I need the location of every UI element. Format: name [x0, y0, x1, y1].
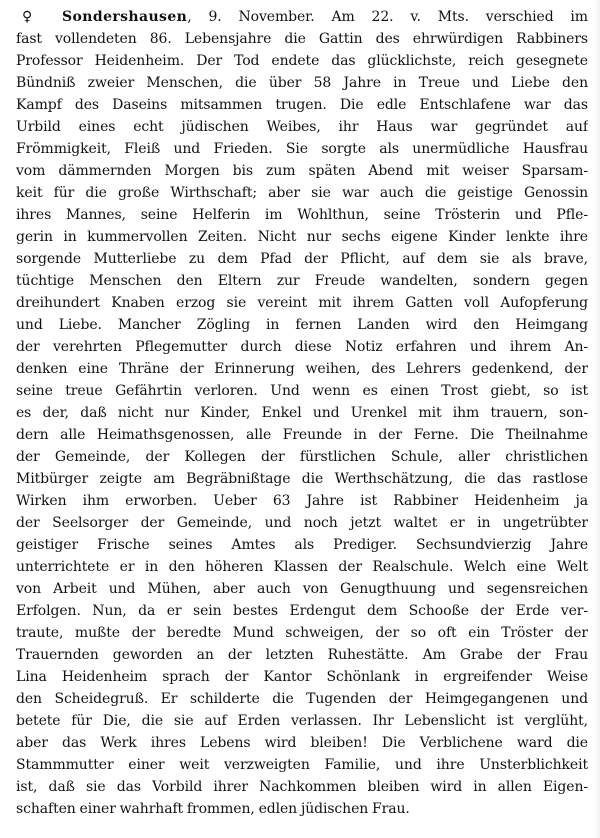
article-line: Urbild eines echt jüdischen Weibes, ihr Haus war gegründet auf: [16, 119, 588, 135]
dateline-mark: ♀: [22, 9, 46, 25]
article-line: Trauernden geworden an der letzten Ruhestätte. Am Grabe der Frau: [16, 647, 588, 663]
article-line: unterrichtete er in den höheren Klassen der Realschule. Welch eine Welt: [16, 559, 588, 575]
article-line: keit für die große Wirthschaft; aber sie war auch die geistige Genossin: [16, 185, 588, 201]
article-line: Lina Heidenheim sprach der Kantor Schönlank in ergreifender Weise: [16, 669, 588, 685]
article-line: ist, daß sie das Vorbild ihrer Nachkommen bleiben wird in allen Eigen-: [16, 779, 588, 795]
article-line: der Gemeinde, der Kollegen der fürstlichen Schule, aller christlichen: [16, 449, 588, 465]
article-line: Mitbürger zeigte am Begräbnißtage die Werthschätzung, die das rastlose: [16, 471, 588, 487]
article-line: den Scheidegruß. Er schilderte die Tugenden der Heimgegangenen und: [16, 691, 588, 707]
article-line: gerin in kummervollen Zeiten. Nicht nur sechs eigene Kinder lenkte ihre: [16, 229, 588, 245]
dateline-date: , 9. November.: [187, 9, 315, 25]
article-line: traute, mußte der beredte Mund schweigen, der so oft ein Tröster der: [16, 625, 588, 641]
article-line: schaften einer wahrhaft frommen, edlen jüdischen Frau.: [16, 801, 410, 817]
article-line: vom dämmernden Morgen bis zum späten Abend mit weiser Sparsam-: [16, 163, 588, 179]
article-line-text: Am 22. v. Mts. verschied im: [331, 9, 588, 25]
article-line: betete für Die, die sie auf Erden verlassen. Ihr Lebenslicht ist verglüht,: [16, 713, 588, 729]
article-line: Stammmutter einer weit verzweigten Familie, und ihre Unsterblichkeit: [16, 757, 588, 773]
article-line: Bündniß zweier Menschen, die über 58 Jahre in Treue und Liebe den: [16, 75, 588, 91]
article-line: tüchtige Menschen den Eltern zur Freude wandelten, sondern gegen: [16, 273, 588, 289]
article-line: ihres Mannes, seine Helferin im Wohlthun, seine Trösterin und Pfle-: [16, 207, 588, 223]
dateline-place: Sondershausen: [62, 9, 188, 25]
article-line: von Arbeit und Mühen, aber auch von Genugthuung und segensreichen: [16, 581, 588, 597]
article-line: Kampf des Daseins mitsammen trugen. Die edle Entschlafene war das: [16, 97, 588, 113]
article-line: der Seelsorger der Gemeinde, und noch jetzt waltet er in ungetrübter: [16, 515, 588, 531]
article-line: dern alle Heimathsgenossen, alle Freunde in der Ferne. Die Theilnahme: [16, 427, 588, 443]
article-line: Professor Heidenheim. Der Tod endete das glücklichste, reich gesegnete: [16, 53, 588, 69]
article-line: fast vollendeten 86. Lebensjahre die Gattin des ehrwürdigen Rabbiners: [16, 31, 588, 47]
newspaper-article: [16, 4, 588, 834]
scan-edge: [594, 0, 600, 838]
article-line: aber das Werk ihres Lebens wird bleiben! Die Verblichene ward die: [16, 735, 588, 751]
article-line: und Liebe. Mancher Zögling in fernen Landen wird den Heimgang: [16, 317, 588, 333]
article-line: sorgende Mutterliebe zu dem Pfad der Pflicht, auf dem sie als brave,: [16, 251, 588, 267]
article-line: Frömmigkeit, Fleiß und Frieden. Sie sorgte als unermüdliche Hausfrau: [16, 141, 588, 157]
article-line: denken eine Thräne der Erinnerung weihen, des Lehrers gedenkend, der: [16, 361, 588, 377]
article-line: Erfolgen. Nun, da er sein bestes Erdengut dem Schooße der Erde ver-: [16, 603, 588, 619]
article-line: geistiger Frische seines Amtes als Prediger. Sechsundvierzig Jahre: [16, 537, 588, 553]
article-line: der verehrten Pflegemutter durch diese Notiz erfahren und ihrem An-: [16, 339, 588, 355]
article-line: Wirken ihm erworben. Ueber 63 Jahre ist Rabbiner Heidenheim ja: [16, 493, 588, 509]
article-line: dreihundert Knaben erzog sie vereint mit ihrem Gatten voll Aufopferung: [16, 295, 588, 311]
article-line: es der, daß nicht nur Kinder, Enkel und Urenkel mit ihm trauern, son-: [16, 405, 588, 421]
article-line: seine treue Gefährtin verloren. Und wenn es einen Trost giebt, so ist: [16, 383, 588, 399]
